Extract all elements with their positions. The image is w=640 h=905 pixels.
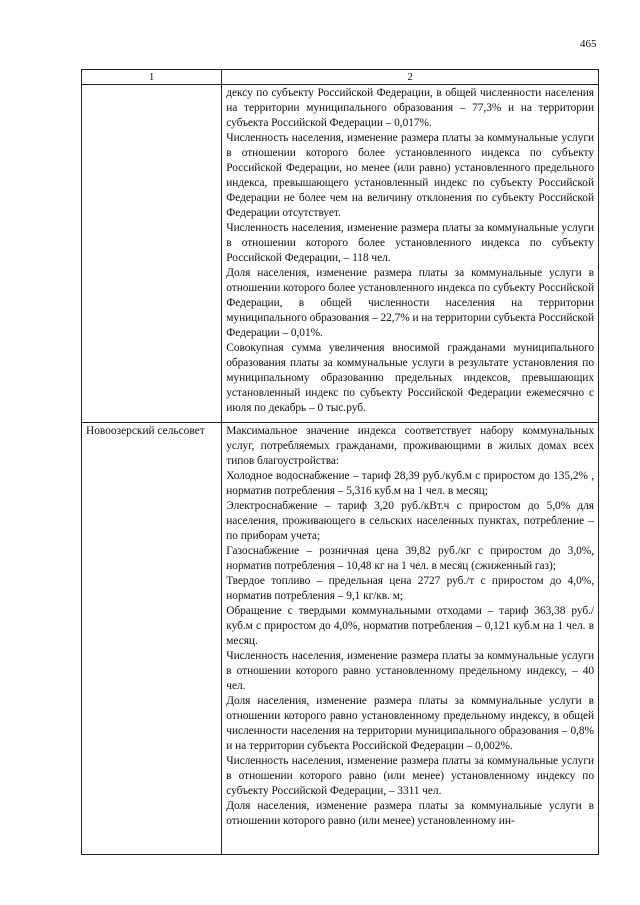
paragraph: Газоснабжение – розничная цена 39,82 руб./кг с приростом до 3,0%, норматив потребления – 10,48 кг на 1 чел. в месяц (сжиженный газ); bbox=[226, 545, 594, 572]
paragraph: Максимальное значение индекса соответствует набору коммунальных услуг, потребляемых гражданами, проживающими в жилых домах всех типов благоустройства: bbox=[226, 425, 594, 467]
paragraph: Доля населения, изменение размера платы за коммунальные услуги в отношении которого равно (или менее) установленному ин- bbox=[226, 800, 594, 827]
paragraph: Электроснабжение – тариф 3,20 руб./кВт.ч с приростом до 5,0% для населения, проживающего в сельских населенных пунктах, потребление – по приборам учета; bbox=[226, 500, 594, 542]
description-cell bbox=[222, 423, 599, 855]
paragraph: Численность населения, изменение размера платы за коммунальные услуги в отношении которого равно (или менее) установленному индексу по субъекту Российской Федерации, – 3311 чел. bbox=[226, 755, 594, 797]
paragraph: Совокупная сумма увеличения вносимой гражданами муниципального образования платы за коммунальные услуги в результате установления по муниципальному образованию предельных индексов, превышающих установленный индекс по субъекту Российской Федерации ежемесячно с июля по декабрь – 0 тыс.руб. bbox=[226, 342, 594, 414]
paragraph: Холодное водоснабжение – тариф 28,39 руб./куб.м с приростом до 135,2% , норматив потребления – 5,316 куб.м на 1 чел. в месяц; bbox=[226, 470, 594, 497]
table-header-row bbox=[82, 70, 599, 85]
municipality-cell: Новоозерский сельсовет bbox=[82, 423, 222, 855]
paragraph: Твердое топливо – предельная цена 2727 руб./т с приростом до 4,0%, норматив потребления – 9,1 кг/кв. м; bbox=[226, 575, 594, 602]
table-row bbox=[82, 85, 599, 423]
description-cell bbox=[222, 85, 599, 423]
paragraph: Численность населения, изменение размера платы за коммунальные услуги в отношении которого более установленного индекса по субъекту Российской Федерации, – 118 чел. bbox=[226, 222, 594, 264]
paragraph: Доля населения, изменение размера платы за коммунальные услуги в отношении которого более установленного индекса по субъекту Российской Федерации, в общей численности населения на территории муниципального образования – 22,7% и на территории субъекта Российской Федерации – 0,01%. bbox=[226, 267, 594, 339]
column-header-2: 2 bbox=[222, 70, 599, 85]
data-table bbox=[81, 69, 599, 855]
table-row bbox=[82, 423, 599, 855]
column-header-1: 1 bbox=[82, 70, 222, 85]
paragraph: Доля населения, изменение размера платы за коммунальные услуги в отношении которого равно установленному предельному индексу, в общей численности населения на территории муниципального образования – 0,8% и на территории субъекта Российской Федерации – 0,002%. bbox=[226, 695, 594, 752]
paragraph: Численность населения, изменение размера платы за коммунальные услуги в отношении которого более установленного индекса по субъекту Российской Федерации, но менее (или равно) установленного предельного индекса, превышающего установленный индекс по субъекту Российской Федерации не более чем на величину отклонения по субъекту Российской Федерации отсутствует. bbox=[226, 132, 594, 219]
page-number: 465 bbox=[580, 38, 597, 50]
paragraph: Обращение с твердыми коммунальными отходами – тариф 363,38 руб./куб.м с приростом до 4,0%, норматив потребления – 0,121 куб.м на 1 чел. в месяц. bbox=[226, 605, 594, 647]
municipality-cell bbox=[82, 85, 222, 423]
paragraph: дексу по субъекту Российской Федерации, в общей численности населения на территории муниципального образования – 77,3% и на территории субъекта Российской Федерации – 0,017%. bbox=[226, 87, 594, 129]
paragraph: Численность населения, изменение размера платы за коммунальные услуги в отношении которого равно установленному предельному индексу, – 40 чел. bbox=[226, 650, 594, 692]
